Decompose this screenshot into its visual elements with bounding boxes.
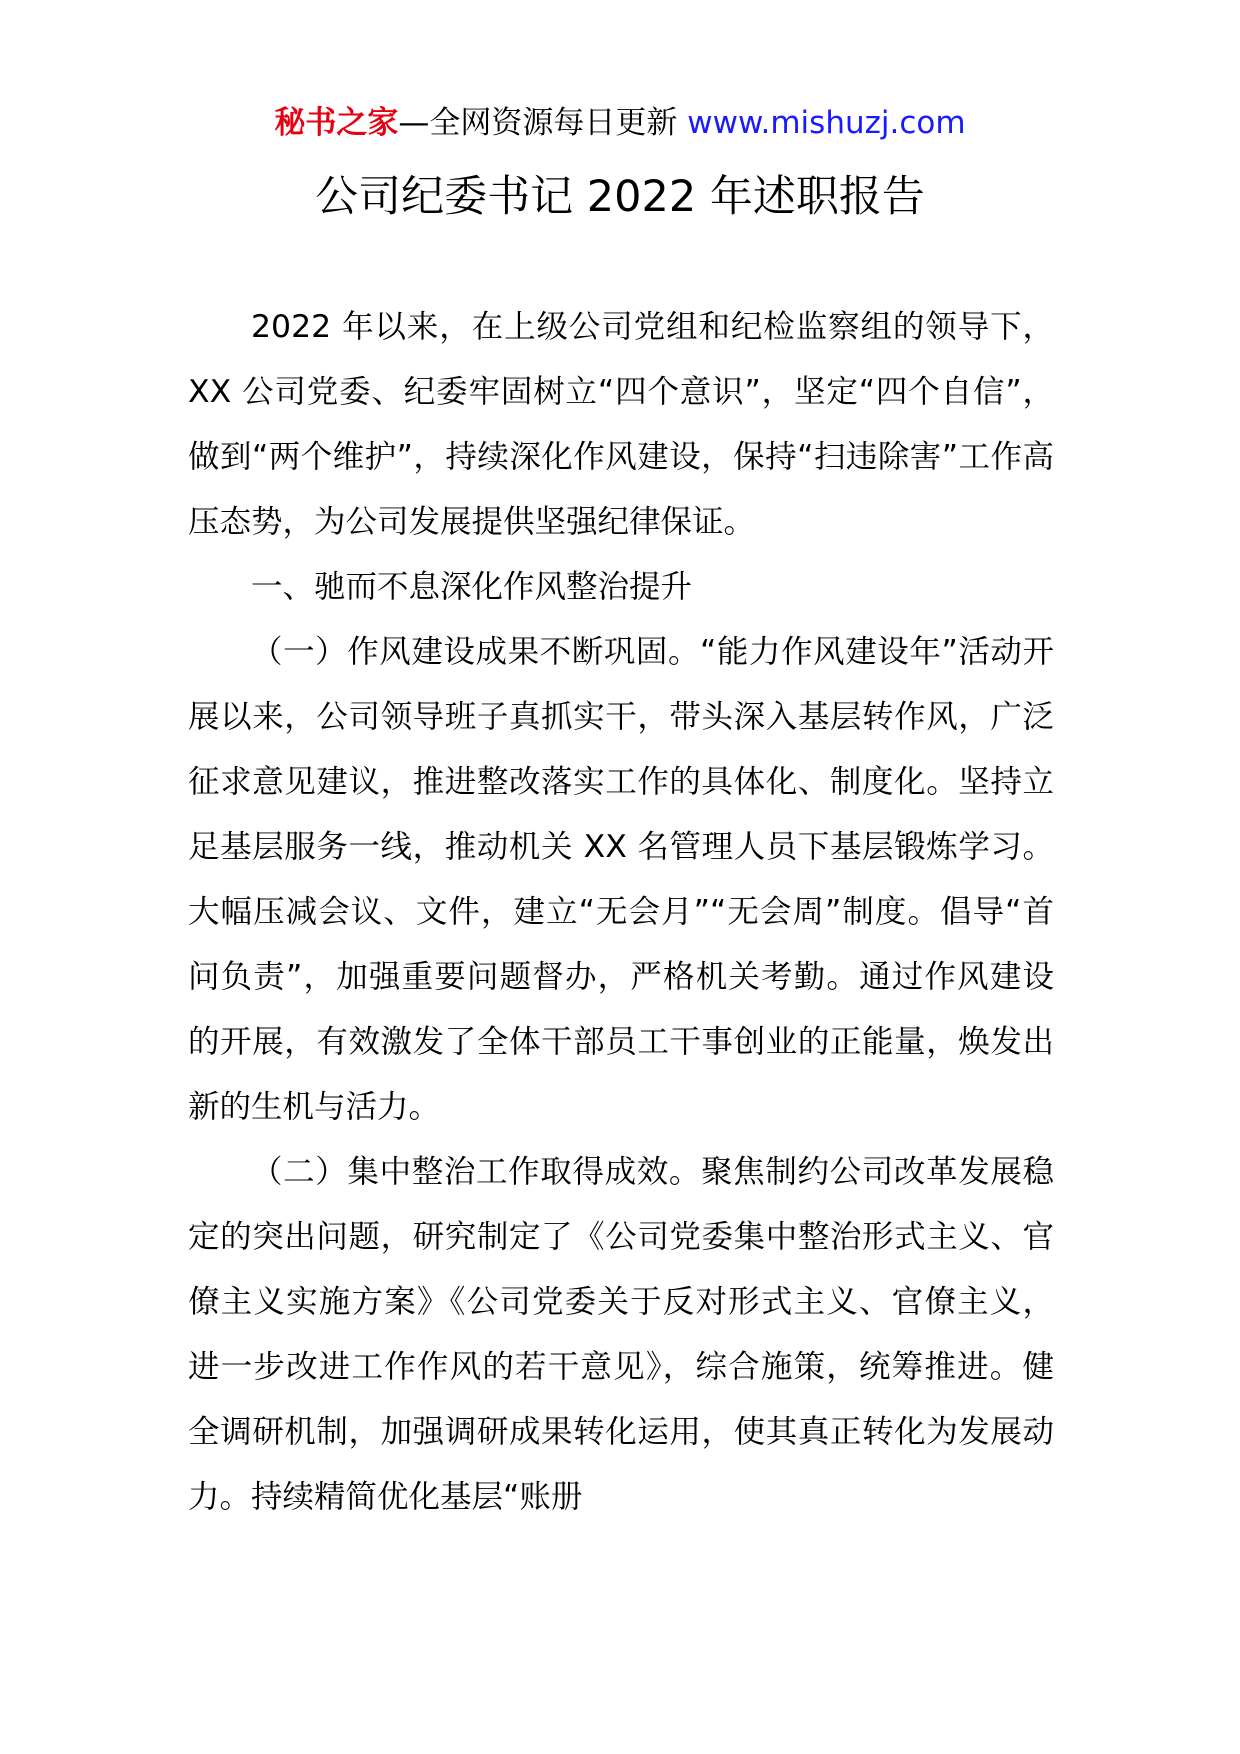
paragraph-1-1: （一）作风建设成果不断巩固。“能力作风建设年”活动开展以来，公司领导班子真抓实干，带头深入基层转作风，广泛征求意见建议，推进整改落实工作的具体化、制度化。坚持立足基层服务一线，推动机关 XX 名管理人员下基层锻炼学习。大幅压减会议、文件，建立“无会月”“无会周”制度。倡导“首问负责”，加强重要问题督办，严格机关考勤。通过作风建设的开展，有效激发了全体干部员工干事创业的正能量，焕发出新的生机与活力。: [188, 634, 1054, 1125]
site-header: [0, 100, 1240, 146]
document-title: 公司纪委书记 2022 年述职报告: [315, 172, 925, 222]
site-slogan: —全网资源每日更新: [398, 105, 678, 141]
intro-paragraph: 2022 年以来，在上级公司党组和纪检监察组的领导下，XX 公司党委、纪委牢固树立“四个意识”，坚定“四个自信”，做到“两个维护”，持续深化作风建设，保持“扫违除害”工作高压态势，为公司发展提供坚强纪律保证。: [188, 309, 1054, 540]
section-heading-1: 一、驰而不息深化作风整治提升: [251, 569, 693, 605]
document-body: [188, 295, 1054, 1530]
site-brand: 秘书之家: [274, 105, 399, 141]
site-url-link[interactable]: www.mishuzj.com: [687, 105, 966, 141]
paragraph-1-2: （二）集中整治工作取得成效。聚焦制约公司改革发展稳定的突出问题，研究制定了《公司党委集中整治形式主义、官僚主义实施方案》《公司党委关于反对形式主义、官僚主义，进一步改进工作作风的若干意见》，综合施策，统筹推进。健全调研机制，加强调研成果转化运用，使其真正转化为发展动力。持续精简优化基层“账册: [188, 1154, 1054, 1515]
